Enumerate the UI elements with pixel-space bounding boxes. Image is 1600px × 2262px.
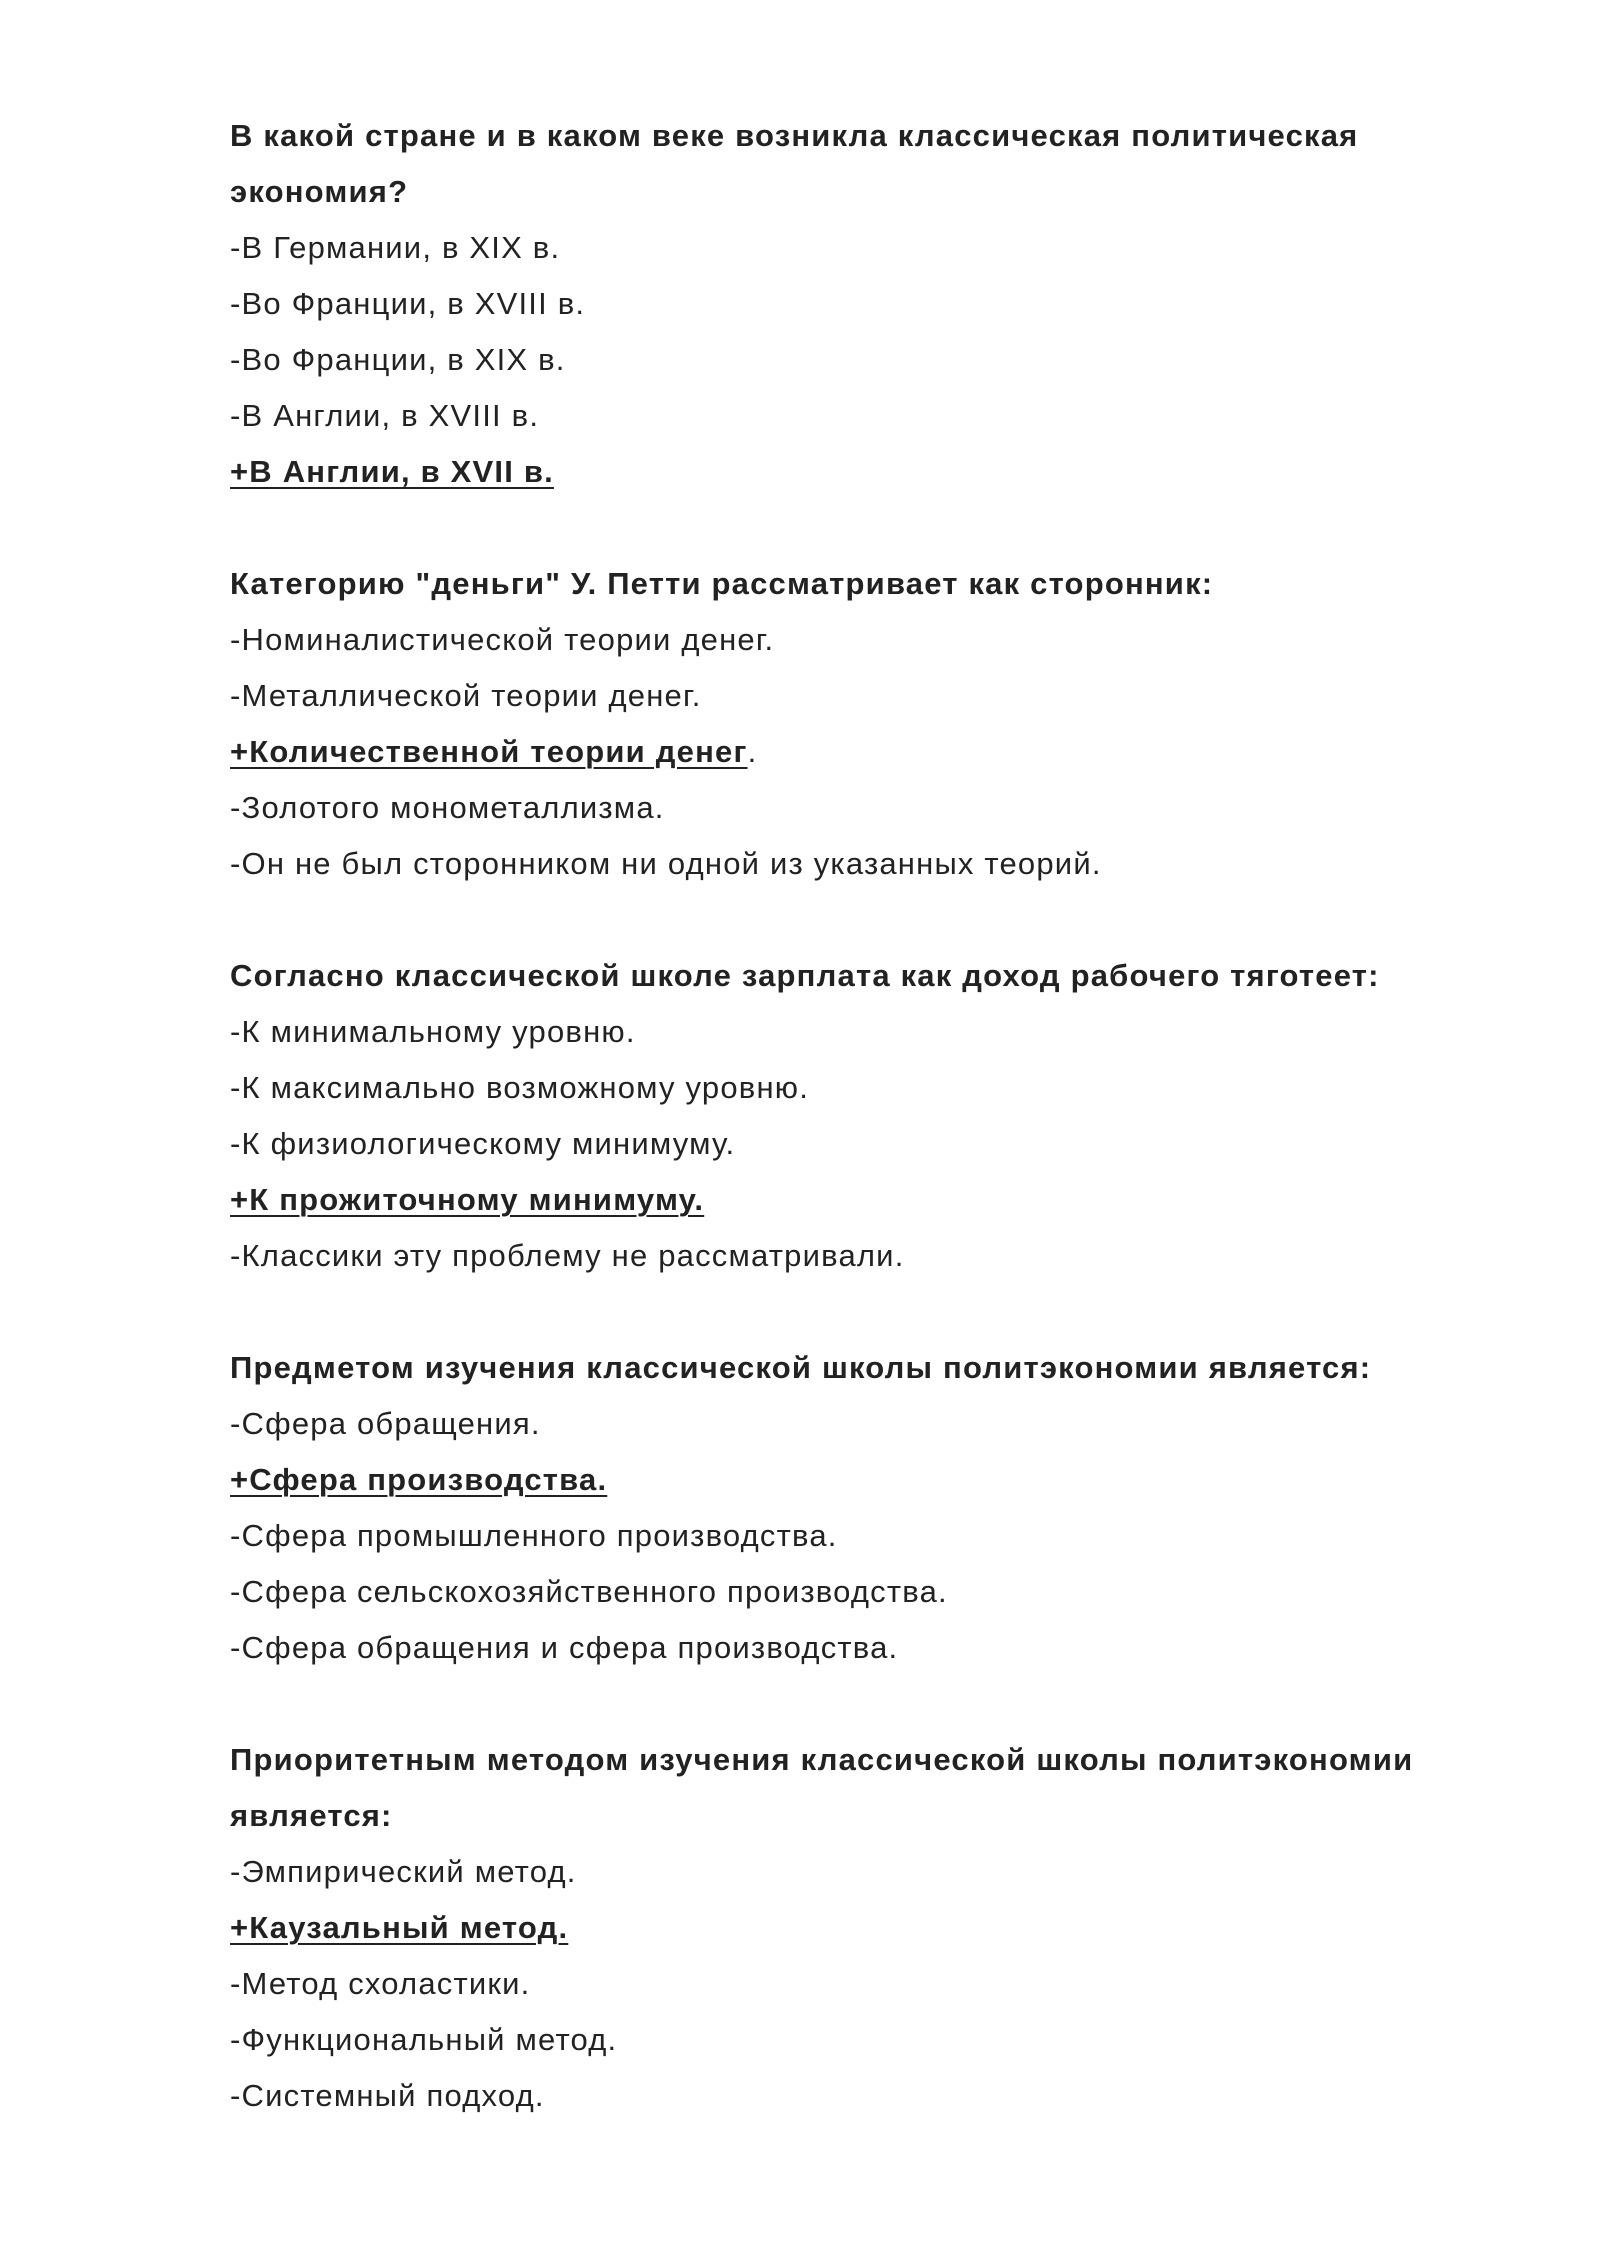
- correct-answer-text: +Количественной теории денег: [230, 734, 748, 769]
- answer-option: -К максимально возможному уровню.: [230, 1070, 810, 1105]
- correct-answer-option: [230, 724, 1490, 780]
- answer-option: -Классики эту проблему не рассматривали.: [230, 1238, 905, 1273]
- correct-answer-text: +Сфера производства.: [230, 1462, 608, 1497]
- question-block-3: [230, 948, 1490, 1284]
- answer-option: -В Германии, в XIX в.: [230, 230, 561, 265]
- correct-answer-option: [230, 1900, 1490, 1956]
- answer-option: -Во Франции, в XIX в.: [230, 342, 566, 377]
- correct-answer-option: [230, 444, 1490, 500]
- answer-option: -Системный подход.: [230, 2078, 545, 2113]
- answer-option: -Метод схоластики.: [230, 1966, 531, 2001]
- correct-answer-suffix: .: [747, 734, 758, 769]
- correct-answer-text: +В Англии, в XVII в.: [230, 454, 554, 489]
- answer-option: -Сфера сельскохозяйственного производства.: [230, 1574, 948, 1609]
- answer-option: -Золотого монометаллизма.: [230, 790, 665, 825]
- answer-option: -Сфера обращения и сфера производства.: [230, 1630, 899, 1665]
- question-block-1: [230, 108, 1490, 500]
- question-text: В какой стране и в каком веке возникла классическая политическая экономия?: [230, 118, 1359, 209]
- document-page: [230, 108, 1490, 2180]
- question-text: Согласно классической школе зарплата как доход рабочего тяготеет:: [230, 958, 1380, 993]
- correct-answer-option: [230, 1172, 1490, 1228]
- answer-option: -Во Франции, в XVIII в.: [230, 286, 586, 321]
- answer-option: -Сфера промышленного производства.: [230, 1518, 838, 1553]
- answer-option: -В Англии, в XVIII в.: [230, 398, 540, 433]
- answer-option: -Он не был сторонником ни одной из указанных теорий.: [230, 846, 1102, 881]
- question-block-4: [230, 1340, 1490, 1676]
- answer-option: -К физиологическому минимуму.: [230, 1126, 736, 1161]
- answer-option: -Номиналистической теории денег.: [230, 622, 775, 657]
- question-text: Приоритетным методом изучения классической школы политэкономии является:: [230, 1742, 1414, 1833]
- answer-option: -Сфера обращения.: [230, 1406, 541, 1441]
- correct-answer-text: +Каузальный метод.: [230, 1910, 569, 1945]
- question-text: Предметом изучения классической школы политэкономии является:: [230, 1350, 1372, 1385]
- question-block-2: [230, 556, 1490, 892]
- question-text: Категорию "деньги" У. Петти рассматривает как сторонник:: [230, 566, 1214, 601]
- correct-answer-text: +К прожиточному минимуму.: [230, 1182, 705, 1217]
- answer-option: -Эмпирический метод.: [230, 1854, 577, 1889]
- answer-option: -К минимальному уровню.: [230, 1014, 636, 1049]
- correct-answer-option: [230, 1452, 1490, 1508]
- answer-option: -Функциональный метод.: [230, 2022, 618, 2057]
- question-block-5: [230, 1732, 1490, 2124]
- answer-option: -Металлической теории денег.: [230, 678, 702, 713]
